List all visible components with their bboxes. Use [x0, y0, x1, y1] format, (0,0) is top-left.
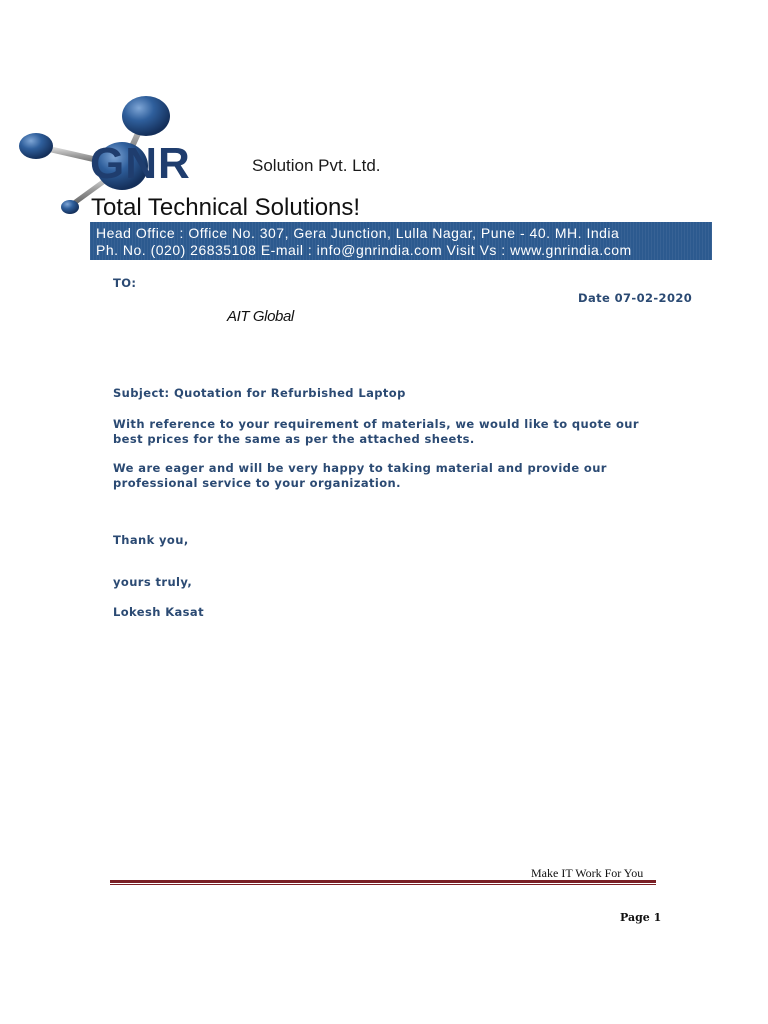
- contact-line: Ph. No. (020) 26835108 E-mail : info@gnrindia.com Visit Vs : www.gnrindia.com: [96, 242, 632, 258]
- body-paragraph-1: With reference to your requirement of materials, we would like to quote our best prices for the same as per the attached sheets.: [113, 417, 639, 446]
- body-paragraph-2: We are eager and will be very happy to taking material and provide our professional service to your organization.: [113, 461, 607, 490]
- to-label: TO:: [113, 276, 137, 290]
- company-logo-text: GNR: [90, 139, 191, 188]
- company-name: Solution Pvt. Ltd.: [252, 156, 381, 175]
- footer-slogan: Make IT Work For You: [531, 866, 644, 880]
- address-line: Head Office : Office No. 307, Gera Junction, Lulla Nagar, Pune - 40. MH. India: [96, 225, 620, 241]
- signature-name: Lokesh Kasat: [113, 605, 204, 619]
- letter-subject: Subject: Quotation for Refurbished Laptop: [113, 386, 406, 400]
- thanks-line: Thank you,: [113, 533, 189, 547]
- contact-banner: [90, 222, 712, 260]
- closing-line: yours truly,: [113, 575, 193, 589]
- page-number: Page 1: [620, 911, 662, 924]
- footer-divider: [110, 880, 656, 886]
- recipient-name: AIT Global: [227, 308, 294, 325]
- company-tagline: Total Technical Solutions!: [91, 194, 361, 221]
- letter-date: Date 07-02-2020: [578, 291, 693, 305]
